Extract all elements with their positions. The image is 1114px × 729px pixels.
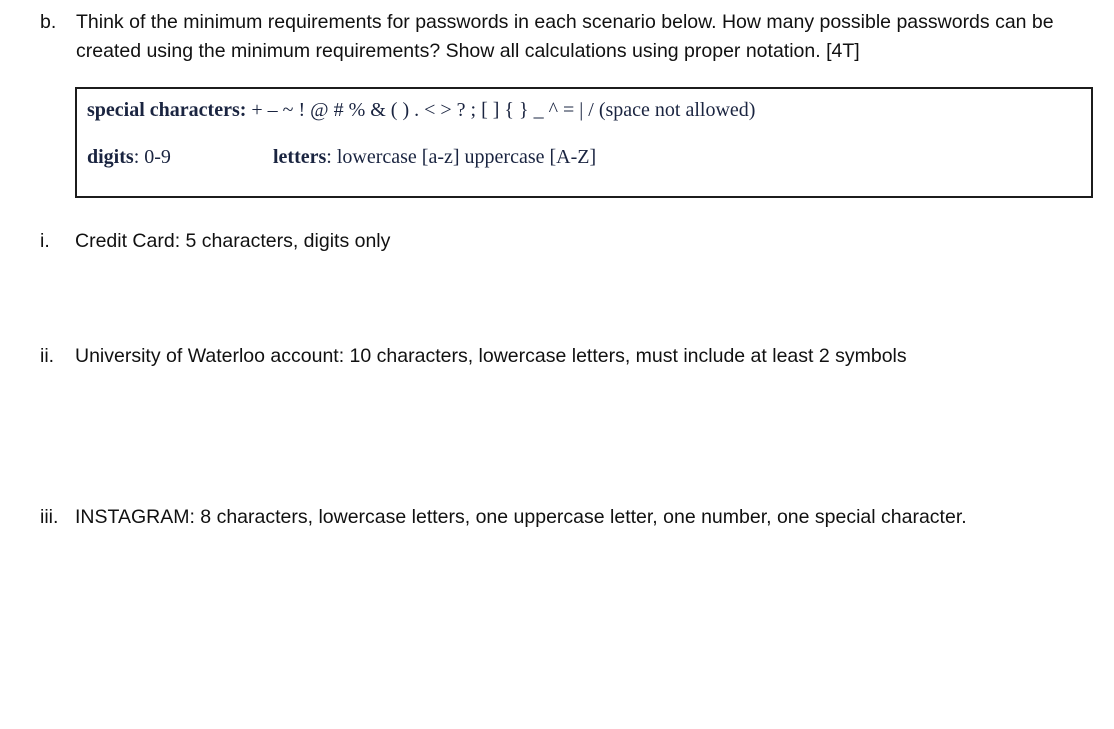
digits-letters-line — [87, 146, 597, 169]
special-characters-label: special characters: — [87, 99, 247, 121]
digits-label: digits — [87, 146, 134, 168]
character-reference-box — [75, 87, 1093, 198]
letters-value: : lowercase [a-z] uppercase [A-Z] — [326, 146, 597, 168]
sub-question-text: Credit Card: 5 characters, digits only — [75, 230, 391, 252]
sub-question-text: INSTAGRAM: 8 characters, lowercase letters, one uppercase letter, one number, one special character. — [75, 506, 967, 528]
letters-label: letters — [273, 146, 327, 168]
sub-question-marker: iii. — [40, 506, 59, 528]
sub-question-iii — [40, 504, 967, 530]
question-text: Think of the minimum requirements for passwords in each scenario below. How many possible passwords can be created using the minimum requirements? Show all calculations using proper notation. [4T] — [76, 11, 1054, 62]
question-marker: b. — [40, 11, 57, 33]
question-b — [40, 8, 1100, 66]
special-characters-line — [87, 99, 755, 122]
sub-question-ii — [40, 343, 907, 369]
sub-question-text: University of Waterloo account: 10 characters, lowercase letters, must include at least 2 symbols — [75, 345, 907, 367]
sub-question-marker: i. — [40, 230, 50, 252]
special-characters-value: + – ~ ! @ # % & ( ) . < > ? ; [ ] { } _ ^ = | / (space not allowed) — [246, 99, 756, 121]
digits-value: : 0-9 — [133, 146, 171, 168]
letters-group — [273, 146, 596, 169]
sub-question-marker: ii. — [40, 345, 55, 367]
sub-question-i — [40, 228, 390, 254]
